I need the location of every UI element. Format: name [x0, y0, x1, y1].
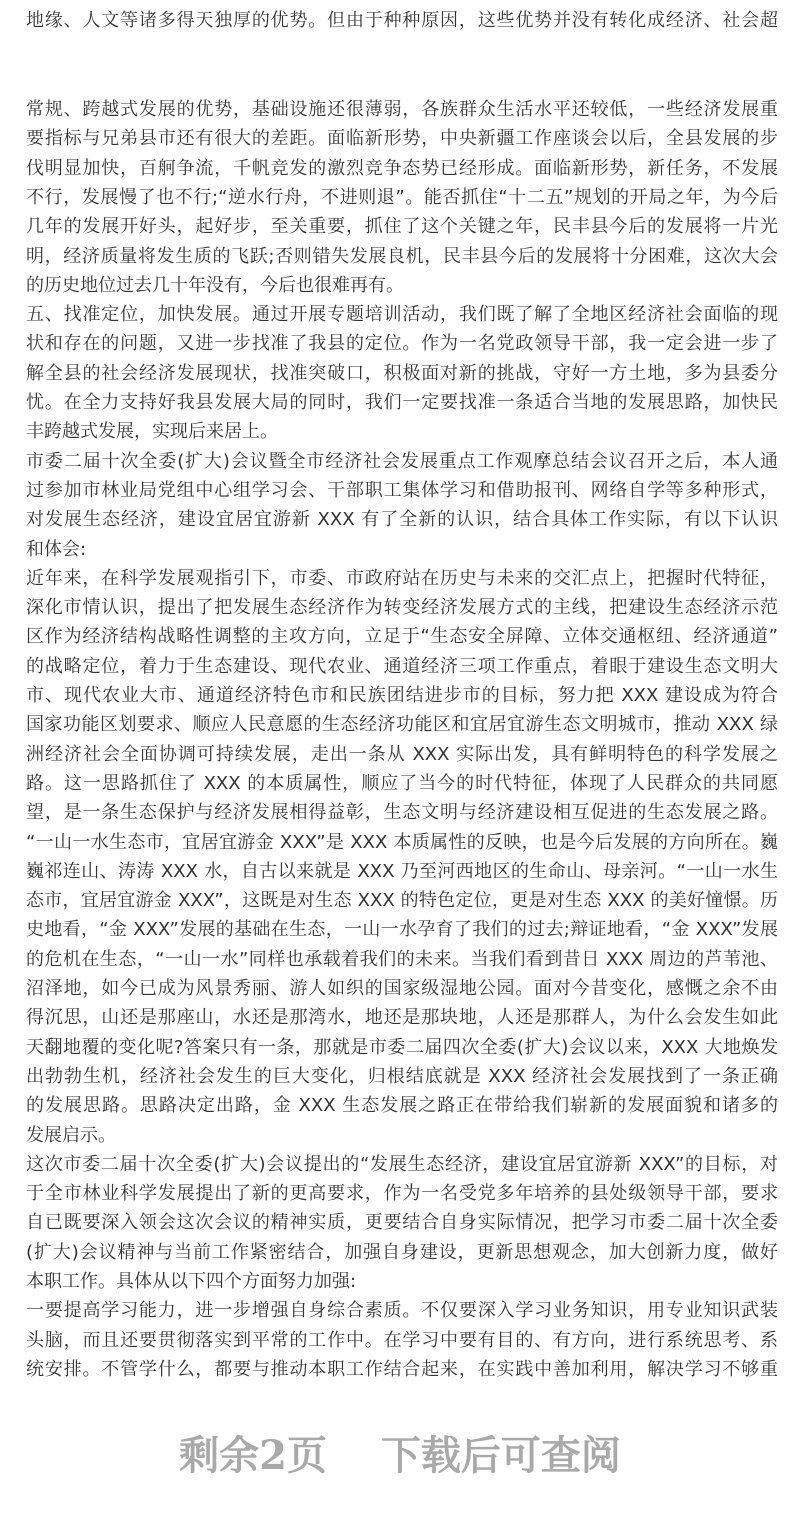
text-line: 市、现代农业大市、通道经济特色市和民族团结进步市的目标，努力把 XXX 建设成为符合	[26, 685, 778, 706]
text-line: 自已既要深入领会这次会议的精神实质，更要结合自身实际情况，把学习市委二届十次全委	[26, 1212, 778, 1234]
text-line: 于全市林业科学发展提出了新的更高要求，作为一名受党多年培养的县处级领导干部，要求	[26, 1183, 778, 1205]
text-line: 深化市情认识，提出了把发展生态经济作为转变经济发展方式的主线，把建设生态经济示范	[26, 597, 778, 619]
text-line: 望，是一条生态保护与经济发展相得益彰，生态文明与经济建设相互促进的生态发展之路。	[26, 802, 778, 824]
text-line: 洲经济社会全面协调可持续发展，走出一条从 XXX 实际出发，具有鲜明特色的科学发展之	[26, 743, 778, 765]
text-line: 得沉思，山还是那座山，水还是那湾水，地还是那块地，人还是那群人，为什么会发生如此	[26, 1007, 778, 1029]
text-line: 状和存在的问题，又进一步找准了我县的定位。作为一名党政领导干部，我一定会进一步了	[26, 333, 778, 355]
text-line: 丰跨越式发展，实现后来居上。	[26, 421, 278, 443]
text-line: 要指标与兄弟县市还有很大的差距。面临新形势，中央新疆工作座谈会以后，全县发展的步	[26, 128, 778, 150]
text-line: 几年的发展开好头，起好步，至关重要，抓住了这个关键之年，民丰县今后的发展将一片光	[26, 216, 778, 238]
text-line: 的战略定位，着力于生态建设、现代农业、通道经济三项工作重点，着眼于建设生态文明大	[26, 655, 778, 677]
text-line: (扩大)会议精神与当前工作紧密结合，加强自身建设，更新思想观念，加大创新力度，做好	[26, 1241, 778, 1263]
text-line: 五、找准定位，加快发展。通过开展专题培训活动，我们既了解了全地区经济社会面临的现	[26, 304, 778, 326]
text-line: 过参加市林业局党组中心组学习会、干部职工集体学习和借助报刊、网络自学等多种形式，	[26, 479, 778, 501]
text-line: 近年来，在科学发展观指引下，市委、市政府站在历史与未来的交汇点上，把握时代特征，	[26, 567, 778, 589]
text-line: 的发展思路。思路决定出路，金 XXX 生态发展之路正在带给我们崭新的发展面貌和诸多的	[26, 1095, 778, 1117]
text-line: 对发展生态经济，建设宜居宜游新 XXX 有了全新的认识，结合具体工作实际，有以下认识	[26, 509, 778, 531]
text-line: 国家功能区划要求、顺应人民意愿的生态经济功能区和宜居宜游生态文明城市，推动 XXX 绿	[26, 714, 778, 736]
text-line: 本职工作。具体从以下四个方面努力加强:	[26, 1271, 357, 1292]
text-line: 的历史地位过去几十年没有，今后也很难再有。	[26, 274, 404, 296]
text-line: 头脑，而且还要贯彻落实到平常的工作中。在学习中要有目的、有方向，进行系统思考、系	[26, 1329, 778, 1351]
text-line: 天翻地覆的变化呢?答案只有一条，那就是市委二届四次全委(扩大)会议以来，XXX 大地焕发	[26, 1036, 778, 1058]
text-line: 沼泽地，如今已成为风景秀丽、游人如织的国家级湿地公园。面对今昔变化，感慨之余不由	[26, 978, 778, 999]
text-line: 路。这一思路抓住了 XXX 的本质属性，顺应了当今的时代特征，体现了人民群众的共同愿	[26, 772, 778, 794]
text-line: 这次市委二届十次全委(扩大)会议提出的“发展生态经济，建设宜居宜游新 XXX”的目标，对	[26, 1153, 778, 1175]
text-line: 一要提高学习能力，进一步增强自身综合素质。不仅要深入学习业务知识，用专业知识武装	[26, 1300, 778, 1322]
download-banner[interactable]	[0, 1424, 800, 1481]
remaining-pages-label: 剩余2页	[179, 1432, 327, 1479]
text-line: 区作为经济结构战略性调整的主攻方向，立足于“生态安全屏障、立体交通枢纽、经济通道”	[26, 626, 778, 648]
text-line: 的危机在生态，“一山一水”同样也承载着我们的未来。当我们看到昔日 XXX 周边的芦苇池、	[26, 948, 778, 970]
text-line: 明，经济质量将发生质的飞跃;否则错失发展良机，民丰县今后的发展将十分困难，这次大会	[26, 245, 778, 267]
text-line: 市委二届十次全委(扩大)会议暨全市经济社会发展重点工作观摩总结会议召开之后，本人通	[26, 450, 778, 472]
text-line: 统安排。不管学什么，都要与推动本职工作结合起来，在实践中善加利用，解决学习不够重	[26, 1358, 778, 1380]
text-line: 忧。在全力支持好我县发展大局的同时，我们一定要找准一条适合当地的发展思路，加快民	[26, 392, 778, 413]
text-line: 和体会:	[26, 538, 87, 560]
text-line: “一山一水生态市，宜居宜游金 XXX”是 XXX 本质属性的反映，也是今后发展的方向所在。巍	[26, 831, 778, 853]
text-line: 史地看，“金 XXX”发展的基础在生态，一山一水孕育了我们的过去;辩证地看，“金 XXX”发展	[26, 919, 778, 941]
text-line: 解全县的社会经济发展现状，找准突破口，积极面对新的挑战，守好一方土地，多为县委分	[26, 362, 778, 384]
text-line: 出勃勃生机，经济社会发生的巨大变化，归根结底就是 XXX 经济社会发展找到了一条正确	[26, 1065, 778, 1087]
text-line-fragment: 地缘、人文等诸多得天独厚的优势。但由于种种原因，这些优势并没有转化成经济、社会超	[26, 10, 778, 31]
text-line: 发展启示。	[26, 1124, 116, 1146]
text-line: 不行，发展慢了也不行;“逆水行舟，不进则退”。能否抓住“十二五”规划的开局之年，为今后	[26, 186, 778, 208]
text-line: 巍祁连山、涛涛 XXX 水，自古以来就是 XXX 乃至河西地区的生命山、母亲河。“一山一水生	[26, 860, 778, 882]
text-line: 态市，宜居宜游金 XXX”，这既是对生态 XXX 的特色定位，更是对生态 XXX 的美好憧憬。历	[26, 890, 778, 912]
text-line: 伐明显加快，百舸争流，千帆竞发的激烈竞争态势已经形成。面临新形势，新任务，不发展	[26, 157, 778, 179]
download-prompt-label[interactable]: 下载后可查阅	[380, 1432, 621, 1479]
text-line: 常规、跨越式发展的优势，基础设施还很薄弱，各族群众生活水平还较低，一些经济发展重	[26, 99, 778, 120]
